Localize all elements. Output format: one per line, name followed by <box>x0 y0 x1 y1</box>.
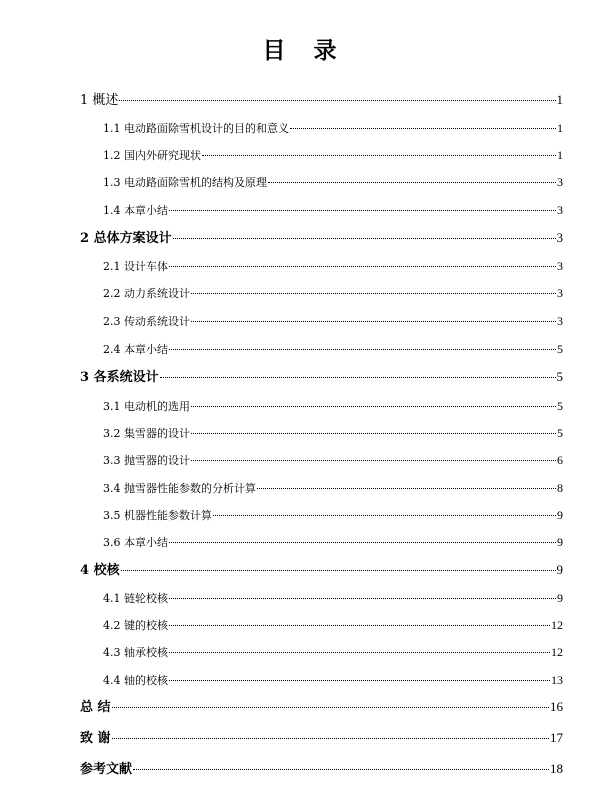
toc-page-number: 18 <box>550 761 563 776</box>
toc-page-number: 9 <box>557 535 563 549</box>
dot-leader <box>191 293 556 294</box>
toc-entry-label: 3.1 电动机的选用 <box>103 400 190 413</box>
dot-leader <box>191 433 556 434</box>
toc-entry-label: 参考文献 <box>80 762 133 777</box>
toc-entry-chapter-2[interactable] <box>80 229 563 247</box>
toc-entry-section-3-3[interactable] <box>103 451 563 469</box>
dot-leader <box>191 321 556 322</box>
toc-page-number: 5 <box>557 342 563 356</box>
toc-entry-label: 1.2 国内外研究现状 <box>103 149 201 162</box>
toc-entry-section-4-2[interactable] <box>103 616 563 634</box>
toc-entry-acknowledgements[interactable] <box>80 729 563 747</box>
toc-page-number: 12 <box>551 645 563 659</box>
toc-entry-section-3-2[interactable] <box>103 424 563 442</box>
toc-entry-label: 2.4 本章小结 <box>103 343 168 356</box>
toc-page-number: 3 <box>557 314 563 328</box>
dot-leader <box>169 210 556 211</box>
dot-leader <box>191 460 556 461</box>
toc-entry-label: 4.2 键的校核 <box>103 619 168 632</box>
toc-entry-section-4-1[interactable] <box>103 589 563 607</box>
dot-leader <box>169 598 556 599</box>
toc-entry-label: 4 校核 <box>80 563 120 578</box>
toc-page-number: 5 <box>557 399 563 413</box>
toc-entry-label: 2.1 设计车体 <box>103 260 168 273</box>
toc-page-number: 3 <box>556 230 563 245</box>
dot-leader <box>169 266 556 267</box>
dot-leader <box>169 542 556 543</box>
toc-page-number: 1 <box>557 121 563 135</box>
toc-entry-label: 3 各系统设计 <box>80 370 159 385</box>
toc-entry-chapter-1[interactable] <box>80 91 563 109</box>
toc-entry-chapter-3[interactable] <box>80 368 563 386</box>
dot-leader <box>169 652 550 653</box>
toc-page-number: 13 <box>551 673 563 687</box>
dot-leader <box>112 707 549 708</box>
toc-entry-section-3-4[interactable] <box>103 479 563 497</box>
toc-page-number: 5 <box>557 426 563 440</box>
toc-entry-section-2-4[interactable] <box>103 340 563 358</box>
toc-entry-label: 2.3 传动系统设计 <box>103 315 190 328</box>
toc-page-number: 12 <box>551 618 563 632</box>
toc-entry-section-1-4[interactable] <box>103 201 563 219</box>
dot-leader <box>191 406 556 407</box>
toc-entry-label: 4.3 轴承校核 <box>103 646 168 659</box>
toc-entry-label: 总 结 <box>80 700 111 715</box>
dot-leader <box>133 769 549 770</box>
toc-entry-label: 2 总体方案设计 <box>80 231 172 246</box>
dot-leader <box>268 182 556 183</box>
toc-entry-label: 1.4 本章小结 <box>103 204 168 217</box>
toc-entry-section-4-3[interactable] <box>103 643 563 661</box>
toc-entry-section-3-5[interactable] <box>103 506 563 524</box>
toc-entry-section-4-4[interactable] <box>103 671 563 689</box>
toc-page-number: 9 <box>557 508 563 522</box>
dot-leader <box>213 515 556 516</box>
toc-page-number: 9 <box>557 591 563 605</box>
toc-page-number: 3 <box>557 203 563 217</box>
toc-entry-section-2-1[interactable] <box>103 257 563 275</box>
toc-page-number: 17 <box>550 730 563 745</box>
toc-page-number: 16 <box>550 699 563 714</box>
toc-entry-label: 3.3 抛雪器的设计 <box>103 454 190 467</box>
toc-page-number: 8 <box>557 481 563 495</box>
toc-page-number: 3 <box>557 175 563 189</box>
toc-entry-section-1-3[interactable] <box>103 173 563 191</box>
toc-page-number: 3 <box>557 286 563 300</box>
toc-page-number: 6 <box>557 453 563 467</box>
toc-entry-label: 4.1 链轮校核 <box>103 592 168 605</box>
dot-leader <box>119 100 555 101</box>
dot-leader <box>257 488 556 489</box>
toc-entry-label: 1.3 电动路面除雪机的结构及原理 <box>103 176 267 189</box>
toc-entry-label: 3.4 抛雪器性能参数的分析计算 <box>103 482 256 495</box>
toc-page-number: 3 <box>557 259 563 273</box>
toc-entry-label: 3.5 机器性能参数计算 <box>103 509 212 522</box>
dot-leader <box>202 155 556 156</box>
toc-entry-section-2-2[interactable] <box>103 284 563 302</box>
toc-entry-conclusion[interactable] <box>80 698 563 716</box>
toc-page-number: 1 <box>557 148 563 162</box>
dot-leader <box>121 570 556 571</box>
toc-entry-section-3-1[interactable] <box>103 397 563 415</box>
dot-leader <box>169 625 550 626</box>
dot-leader <box>169 349 556 350</box>
toc-entry-label: 3.2 集雪器的设计 <box>103 427 190 440</box>
toc-entry-label: 3.6 本章小结 <box>103 536 168 549</box>
toc-entry-label: 1.1 电动路面除雪机设计的目的和意义 <box>103 122 289 135</box>
page-title: 目 录 <box>262 37 347 64</box>
dot-leader <box>112 738 549 739</box>
dot-leader <box>169 680 550 681</box>
dot-leader <box>290 128 556 129</box>
toc-entry-label: 4.4 轴的校核 <box>103 674 168 687</box>
toc-entry-label: 2.2 动力系统设计 <box>103 287 190 300</box>
toc-page-number: 5 <box>556 369 563 384</box>
dot-leader <box>173 238 556 239</box>
toc-entry-section-1-1[interactable] <box>103 119 563 137</box>
toc-entry-section-1-2[interactable] <box>103 146 563 164</box>
toc-entry-label: 致 谢 <box>80 731 111 746</box>
toc-entry-chapter-4[interactable] <box>80 561 563 579</box>
toc-entry-section-2-3[interactable] <box>103 312 563 330</box>
toc-page-number: 1 <box>556 92 563 107</box>
toc-page-number: 9 <box>556 562 563 577</box>
toc-entry-section-3-6[interactable] <box>103 533 563 551</box>
toc-entry-references[interactable] <box>80 760 563 778</box>
dot-leader <box>160 377 556 378</box>
toc-entry-label: 1 概述 <box>80 93 119 108</box>
